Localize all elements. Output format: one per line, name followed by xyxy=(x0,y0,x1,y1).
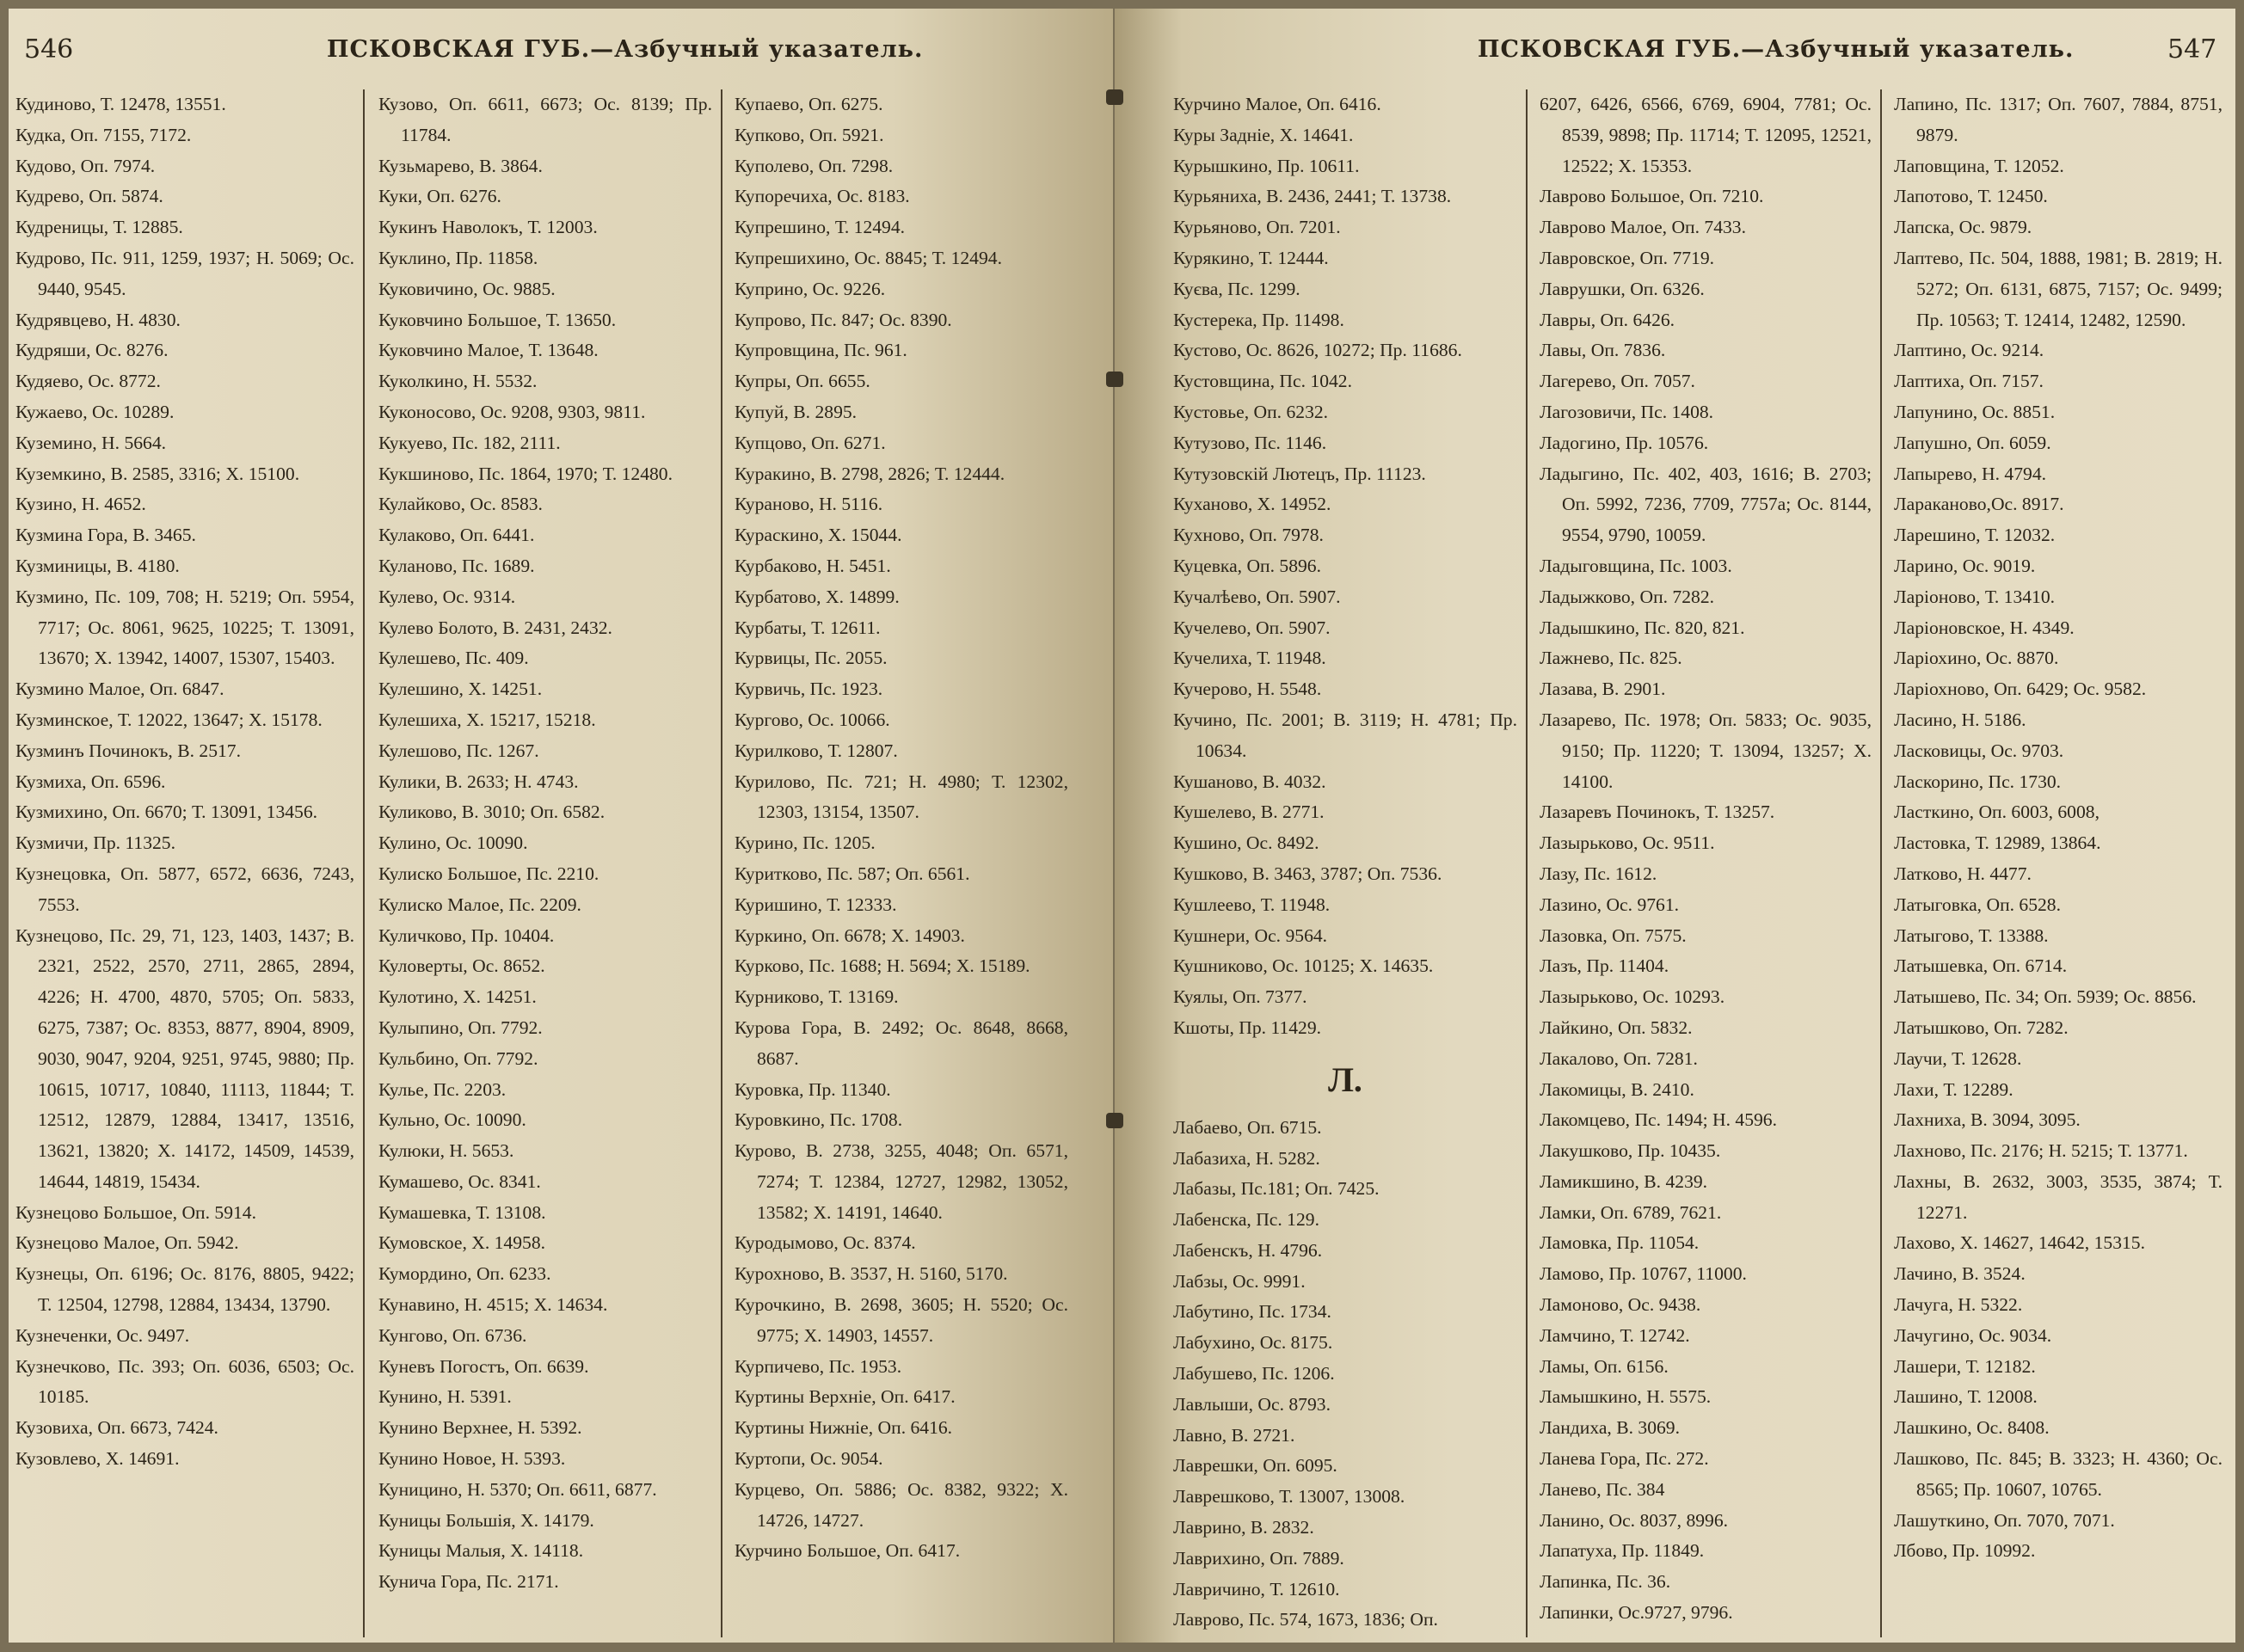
index-entry: Куземкино, В. 2585, 3316; Х. 15100. xyxy=(15,463,300,484)
index-entry: Лабутино, Пс. 1734. xyxy=(1173,1301,1331,1323)
index-entry: Кунича Гора, Пс. 2171. xyxy=(378,1571,559,1593)
index-entry: Куровкино, Пс. 1708. xyxy=(735,1109,903,1131)
index-entry: Кустово, Ос. 8626, 10272; Пр. 11686. xyxy=(1173,340,1462,361)
index-entry: Ларіохново, Оп. 6429; Ос. 9582. xyxy=(1894,679,2147,700)
index-entry: Кукинъ Наволокъ, Т. 12003. xyxy=(378,217,598,238)
index-entry: Купры, Оп. 6655. xyxy=(735,371,870,392)
index-entry: Кузнецы, Оп. 6196; Ос. 8176, 8805, 9422; Т. 12504, 12798, 12884, 13434, 13790. xyxy=(15,1263,354,1316)
index-entry: Кустовье, Оп. 6232. xyxy=(1173,401,1329,422)
index-entry: Ларіохино, Ос. 8870. xyxy=(1894,648,2059,669)
index-entry: Кушниково, Ос. 10125; Х. 14635. xyxy=(1173,955,1434,977)
index-entry: Лазино, Ос. 9761. xyxy=(1540,894,1680,915)
index-entry: Кудяево, Ос. 8772. xyxy=(15,371,161,392)
index-entry: Лапска, Ос. 9879. xyxy=(1894,217,2032,238)
index-entry: Кумашевка, Т. 13108. xyxy=(378,1201,546,1223)
index-column-2 xyxy=(363,89,717,1637)
index-entry: Кучелево, Оп. 5907. xyxy=(1173,617,1331,638)
index-entry: Кузнечково, Пс. 393; Оп. 6036, 6503; Ос. 10185. xyxy=(15,1355,354,1408)
index-entry: Ларешино, Т. 12032. xyxy=(1894,525,2056,546)
index-entry: Кузовиха, Оп. 6673, 7424. xyxy=(15,1417,218,1439)
index-column-1 xyxy=(1173,89,1524,1637)
index-entry: Кузнецово Малое, Оп. 5942. xyxy=(15,1232,239,1254)
index-entry: Купрешихино, Ос. 8845; Т. 12494. xyxy=(735,247,1002,268)
index-entry: Кужаево, Ос. 10289. xyxy=(15,401,175,422)
index-entry: Лаврово Малое, Оп. 7433. xyxy=(1540,217,1746,238)
index-entry: Лашино, Т. 12008. xyxy=(1894,1386,2038,1408)
index-entry: Лахны, В. 2632, 3003, 3535, 3874; Т. 12271. xyxy=(1894,1170,2222,1223)
index-entry: Лавы, Оп. 7836. xyxy=(1540,340,1666,361)
index-entry: Курышкино, Пр. 10611. xyxy=(1173,155,1360,176)
binding-stitch xyxy=(1106,89,1123,105)
index-entry: Курьяниха, В. 2436, 2441; Т. 13738. xyxy=(1173,186,1452,207)
index-entry: Кузнецово Большое, Оп. 5914. xyxy=(15,1201,256,1223)
index-entry: Курвицы, Пс. 2055. xyxy=(735,648,888,669)
running-head: ПСКОВСКАЯ ГУБ.—Азбучный указатель. xyxy=(1478,36,2075,63)
index-entry: Купково, Оп. 5921. xyxy=(735,124,884,145)
index-entry: Лагерево, Оп. 7057. xyxy=(1540,371,1695,392)
index-entry: Кулики, В. 2633; Н. 4743. xyxy=(378,771,579,792)
index-entry: Кузмина Гора, В. 3465. xyxy=(15,525,196,546)
index-entry: Куличково, Пр. 10404. xyxy=(378,924,555,946)
index-entry: Куземино, Н. 5664. xyxy=(15,432,167,453)
index-entry: Куханово, Х. 14952. xyxy=(1173,494,1331,515)
index-entry: Ладыжково, Оп. 7282. xyxy=(1540,586,1715,607)
index-entry: Лашково, Пс. 845; В. 3323; Н. 4360; Ос. 8565; Пр. 10607, 10765. xyxy=(1894,1448,2222,1500)
index-entry: Кудово, Оп. 7974. xyxy=(15,155,156,176)
index-entry: Лавричино, Т. 12610. xyxy=(1173,1578,1340,1600)
index-entry: Кустерека, Пр. 11498. xyxy=(1173,309,1344,330)
index-entry: Лазарево, Пс. 1978; Оп. 5833; Ос. 9035, 9150; Пр. 11220; Т. 13094, 13257; Х. 14100. xyxy=(1540,709,1872,792)
index-entry: Кулево, Ос. 9314. xyxy=(378,586,516,607)
index-entry: Лахново, Пс. 2176; Н. 5215; Т. 13771. xyxy=(1894,1140,2188,1162)
index-entry: Куклино, Пр. 11858. xyxy=(378,247,538,268)
index-entry: Лабушево, Пс. 1206. xyxy=(1173,1363,1335,1385)
index-entry: Лапинка, Пс. 36. xyxy=(1540,1571,1671,1593)
index-entry: Курчино Малое, Оп. 6416. xyxy=(1173,94,1381,114)
index-entry: Кулешово, Пс. 1267. xyxy=(378,740,539,761)
index-entry: Кузово, Оп. 6611, 6673; Ос. 8139; Пр. 11784. xyxy=(378,94,712,145)
index-entry: Ламикшино, В. 4239. xyxy=(1540,1170,1708,1192)
index-entry: Кузмино Малое, Оп. 6847. xyxy=(15,679,224,700)
index-entry: Ламки, Оп. 6789, 7621. xyxy=(1540,1201,1722,1223)
index-entry: Курино, Пс. 1205. xyxy=(735,832,876,854)
index-entry: Ладышкино, Пс. 820, 821. xyxy=(1540,617,1745,638)
index-entry: Латышево, Пс. 34; Оп. 5939; Ос. 8856. xyxy=(1894,986,2197,1008)
index-entry: Кулиско Малое, Пс. 2209. xyxy=(378,894,581,915)
index-entry: Лаврово Большое, Оп. 7210. xyxy=(1540,186,1764,207)
index-entry: Купровщина, Пс. 961. xyxy=(735,340,907,361)
index-entry: Кузнецово, Пс. 29, 71, 123, 1403, 1437; В. 2321, 2522, 2570, 2711, 2865, 2894, 4226; Н. 4700, 4870, 5705; Оп. 5833, 6275, 7387; Ос. 8353, 8877, 8904, 8909, 9030, 9047, 9204, 9251, 9745, 9880; Пр. 10615, 10717, 10840, 11113, 11844; Т. 12512, 12879, 12884, 13417, 13516, 13621, 13820; Х. 14172, 14509, 14539, 14644, 14819, 15434. xyxy=(15,924,354,1192)
running-head: ПСКОВСКАЯ ГУБ.—Азбучный указатель. xyxy=(327,36,924,63)
index-entry: Лабзы, Ос. 9991. xyxy=(1173,1270,1306,1292)
index-entry: Ласкорино, Пс. 1730. xyxy=(1894,771,2062,792)
index-entry: Куришино, Т. 12333. xyxy=(735,894,897,915)
index-entry: Лабенска, Пс. 129. xyxy=(1173,1209,1319,1231)
index-entry: Лакомицы, В. 2410. xyxy=(1540,1078,1694,1100)
index-entry: Кулье, Пс. 2203. xyxy=(378,1078,507,1100)
index-entry: Кушково, В. 3463, 3787; Оп. 7536. xyxy=(1173,863,1442,884)
index-entry: Кулешино, Х. 14251. xyxy=(378,679,543,700)
index-column-3 xyxy=(721,89,1073,1637)
index-entry: Лавровское, Оп. 7719. xyxy=(1540,247,1715,268)
index-entry: Кушелево, В. 2771. xyxy=(1173,801,1325,823)
index-entry: Лаптино, Ос. 9214. xyxy=(1894,340,2044,361)
index-entry: Кузмихино, Оп. 6670; Т. 13091, 13456. xyxy=(15,801,318,823)
index-entry: 6207, 6426, 6566, 6769, 6904, 7781; Ос. 8539, 9898; Пр. 11714; Т. 12095, 12521, 12522; Х. 15353. xyxy=(1540,94,1872,176)
index-entry: Лазырьково, Ос. 10293. xyxy=(1540,986,1725,1008)
index-entry: Ласткино, Оп. 6003, 6008, xyxy=(1894,801,2100,823)
index-entry: Кузино, Н. 4652. xyxy=(15,494,146,515)
index-entry: Куритково, Пс. 587; Оп. 6561. xyxy=(735,863,970,884)
index-entry: Кураново, Н. 5116. xyxy=(735,494,883,515)
index-entry: Куловерты, Ос. 8652. xyxy=(378,955,545,977)
index-entry: Кузмино, Пс. 109, 708; Н. 5219; Оп. 5954, 7717; Ос. 8061, 9625, 10225; Т. 13091, 13670; Х. 13942, 14007, 15307, 15403. xyxy=(15,586,354,669)
index-entry: Курилково, Т. 12807. xyxy=(735,740,898,761)
index-entry: Куртины Нижніе, Оп. 6416. xyxy=(735,1417,953,1439)
index-entry: Кузминъ Починокъ, В. 2517. xyxy=(15,740,241,761)
index-entry: Куковчино Большое, Т. 13650. xyxy=(378,309,617,330)
index-entry: Купаево, Оп. 6275. xyxy=(735,94,883,114)
index-entry: Кулотино, Х. 14251. xyxy=(378,986,537,1008)
index-entry: Лапатуха, Пр. 11849. xyxy=(1540,1540,1705,1562)
index-entry: Кунино Верхнее, Н. 5392. xyxy=(378,1417,582,1439)
index-entry: Лазу, Пс. 1612. xyxy=(1540,863,1657,884)
index-entry: Лараканово,Ос. 8917. xyxy=(1894,494,2064,515)
index-entry: Кураскино, Х. 15044. xyxy=(735,525,902,546)
index-entry: Лапино, Пс. 1317; Оп. 7607, 7884, 8751, 9879. xyxy=(1894,94,2222,145)
index-entry: Курбаково, Н. 5451. xyxy=(735,555,891,576)
index-entry: Курово, В. 2738, 3255, 4048; Оп. 6571, 7274; Т. 12384, 12727, 12982, 13052, 13582; Х. 14191, 14640. xyxy=(735,1140,1068,1223)
index-entry: Кузовлево, Х. 14691. xyxy=(15,1448,180,1470)
index-entry: Куницы Малыя, Х. 14118. xyxy=(378,1540,584,1562)
index-entry: Лабаево, Оп. 6715. xyxy=(1173,1116,1322,1138)
index-entry: Кушино, Ос. 8492. xyxy=(1173,832,1319,854)
index-entry: Лаврешки, Оп. 6095. xyxy=(1173,1455,1337,1477)
index-entry: Лаврешково, Т. 13007, 13008. xyxy=(1173,1486,1405,1508)
index-entry: Курбатово, Х. 14899. xyxy=(735,586,900,607)
index-entry: Кудка, Оп. 7155, 7172. xyxy=(15,124,192,145)
index-entry: Кудрявцево, Н. 4830. xyxy=(15,309,181,330)
index-entry: Кулайково, Ос. 8583. xyxy=(378,494,543,515)
index-entry: Ластовка, Т. 12989, 13864. xyxy=(1894,832,2101,854)
index-entry: Курниково, Т. 13169. xyxy=(735,986,899,1008)
index-entry: Ланева Гора, Пс. 272. xyxy=(1540,1448,1709,1470)
index-entry: Кульно, Ос. 10090. xyxy=(378,1109,526,1131)
index-entry: Кухново, Оп. 7978. xyxy=(1173,525,1324,546)
index-entry: Латышково, Оп. 7282. xyxy=(1894,1016,2069,1038)
index-entry: Ласино, Н. 5186. xyxy=(1894,709,2026,730)
index-entry: Ламы, Оп. 6156. xyxy=(1540,1355,1669,1377)
index-entry: Кулиско Большое, Пс. 2210. xyxy=(378,863,599,884)
index-entry: Куцевка, Оп. 5896. xyxy=(1173,555,1321,576)
index-entry: Куры Задніе, Х. 14641. xyxy=(1173,124,1354,145)
index-entry: Куртины Верхніе, Оп. 6417. xyxy=(735,1386,956,1408)
index-entry: Ламоново, Ос. 9438. xyxy=(1540,1294,1701,1316)
index-entry: Лазъ, Пр. 11404. xyxy=(1540,955,1669,977)
index-entry: Лачуга, Н. 5322. xyxy=(1894,1294,2023,1316)
index-entry: Кукшиново, Пс. 1864, 1970; Т. 12480. xyxy=(378,463,673,484)
index-entry: Кузьмарево, В. 3864. xyxy=(378,155,543,176)
index-entry: Лахниха, В. 3094, 3095. xyxy=(1894,1109,2081,1131)
index-entry: Лазырьково, Ос. 9511. xyxy=(1540,832,1715,854)
index-entry: Кумовское, Х. 14958. xyxy=(378,1232,546,1254)
index-entry: Кузнецовка, Оп. 5877, 6572, 6636, 7243, 7553. xyxy=(15,863,354,915)
index-entry: Лаврихино, Оп. 7889. xyxy=(1173,1547,1344,1569)
index-entry: Лабазиха, Н. 5282. xyxy=(1173,1147,1320,1169)
index-entry: Куницино, Н. 5370; Оп. 6611, 6877. xyxy=(378,1478,657,1500)
index-entry: Ладогино, Пр. 10576. xyxy=(1540,432,1709,453)
index-entry: Лавлыши, Ос. 8793. xyxy=(1173,1393,1331,1415)
index-entry: Лабухино, Ос. 8175. xyxy=(1173,1332,1333,1354)
index-entry: Ламчино, Т. 12742. xyxy=(1540,1324,1690,1346)
index-entry: Кулешиха, Х. 15217, 15218. xyxy=(378,709,596,730)
index-entry: Купоречиха, Ос. 8183. xyxy=(735,186,910,207)
index-entry: Куприно, Ос. 9226. xyxy=(735,278,886,299)
index-entry: Курпичево, Пс. 1953. xyxy=(735,1355,902,1377)
index-entry: Купрешино, Т. 12494. xyxy=(735,217,906,238)
index-entry: Кузнеченки, Ос. 9497. xyxy=(15,1324,190,1346)
index-entry: Ларіоновское, Н. 4349. xyxy=(1894,617,2075,638)
index-entry: Лазовка, Оп. 7575. xyxy=(1540,924,1687,946)
index-entry: Лбово, Пр. 10992. xyxy=(1894,1540,2036,1562)
index-entry: Лазава, В. 2901. xyxy=(1540,679,1666,700)
index-entry: Курилово, Пс. 721; Н. 4980; Т. 12302, 12303, 13154, 13507. xyxy=(735,771,1068,823)
index-entry: Куялы, Оп. 7377. xyxy=(1173,986,1307,1008)
index-entry: Лашкино, Ос. 8408. xyxy=(1894,1417,2050,1439)
index-entry: Кузминское, Т. 12022, 13647; Х. 15178. xyxy=(15,709,323,730)
index-entry: Купуй, В. 2895. xyxy=(735,401,858,422)
index-entry: Куровка, Пр. 11340. xyxy=(735,1078,891,1100)
index-entry: Лагозовичи, Пс. 1408. xyxy=(1540,401,1714,422)
index-column-1 xyxy=(15,89,360,1637)
index-entry: Лачугино, Ос. 9034. xyxy=(1894,1324,2052,1346)
index-entry: Кузминицы, В. 4180. xyxy=(15,555,180,576)
index-entry: Латыгово, Т. 13388. xyxy=(1894,924,2049,946)
index-entry: Лакомцево, Пс. 1494; Н. 4596. xyxy=(1540,1109,1777,1131)
index-column-2 xyxy=(1526,89,1878,1637)
index-entry: Купрово, Пс. 847; Ос. 8390. xyxy=(735,309,952,330)
index-entry: Кучелиха, Т. 11948. xyxy=(1173,648,1326,669)
index-entry: Кучино, Пс. 2001; В. 3119; Н. 4781; Пр. 10634. xyxy=(1173,709,1517,761)
index-entry: Кушаново, В. 4032. xyxy=(1173,771,1326,792)
index-column-3 xyxy=(1880,89,2228,1637)
index-entry: Курочкино, В. 2698, 3605; Н. 5520; Ос. 9775; Х. 14903, 14557. xyxy=(735,1294,1068,1346)
index-entry: Лашуткино, Оп. 7070, 7071. xyxy=(1894,1509,2115,1531)
right-page xyxy=(1115,9,2235,1643)
index-entry: Кульбино, Оп. 7792. xyxy=(378,1047,538,1069)
index-entry: Кудрово, Пс. 911, 1259, 1937; Н. 5069; Ос. 9440, 9545. xyxy=(15,247,354,299)
index-entry: Лахи, Т. 12289. xyxy=(1894,1078,2013,1100)
index-entry: Лапинки, Ос.9727, 9796. xyxy=(1540,1602,1733,1624)
index-entry: Кулево Болото, В. 2431, 2432. xyxy=(378,617,612,638)
index-entry: Лаптиха, Оп. 7157. xyxy=(1894,371,2044,392)
index-entry: Лакушково, Пр. 10435. xyxy=(1540,1140,1721,1162)
section-letter: Л. xyxy=(1328,1059,1362,1099)
index-entry: Курова Гора, В. 2492; Ос. 8648, 8668, 8687. xyxy=(735,1016,1068,1069)
index-entry: Кудреницы, Т. 12885. xyxy=(15,217,183,238)
index-entry: Кумашево, Ос. 8341. xyxy=(378,1170,541,1192)
page-number: 547 xyxy=(2167,34,2217,64)
index-entry: Кукуево, Пс. 182, 2111. xyxy=(378,432,561,453)
index-entry: Куєва, Пс. 1299. xyxy=(1173,278,1300,299)
index-entry: Лашери, Т. 12182. xyxy=(1894,1355,2036,1377)
index-entry: Лаповщина, Т. 12052. xyxy=(1894,155,2064,176)
index-entry: Ламово, Пр. 10767, 11000. xyxy=(1540,1263,1747,1285)
index-entry: Куконосово, Ос. 9208, 9303, 9811. xyxy=(378,401,646,422)
index-entry: Курково, Пс. 1688; Н. 5694; Х. 15189. xyxy=(735,955,1030,977)
index-entry: Кулыпино, Оп. 7792. xyxy=(378,1016,543,1038)
index-entry: Кушнери, Ос. 9564. xyxy=(1173,924,1328,946)
index-entry: Латыговка, Оп. 6528. xyxy=(1894,894,2062,915)
index-entry: Кутузово, Пс. 1146. xyxy=(1173,432,1327,453)
index-entry: Лайкино, Оп. 5832. xyxy=(1540,1016,1693,1038)
index-entry: Лаврушки, Оп. 6326. xyxy=(1540,278,1705,299)
index-entry: Лапунино, Ос. 8851. xyxy=(1894,401,2056,422)
index-entry: Кумордино, Оп. 6233. xyxy=(378,1263,551,1285)
page-number: 546 xyxy=(24,34,74,64)
index-entry: Кузмиха, Оп. 6596. xyxy=(15,771,166,792)
index-entry: Курцево, Оп. 5886; Ос. 8382, 9322; Х. 14726, 14727. xyxy=(735,1478,1068,1531)
index-entry: Лабенскъ, Н. 4796. xyxy=(1173,1239,1323,1261)
index-entry: Кулаково, Оп. 6441. xyxy=(378,525,535,546)
index-entry: Кушлеево, Т. 11948. xyxy=(1173,894,1331,915)
index-entry: Кудрево, Оп. 5874. xyxy=(15,186,163,207)
index-entry: Ладыговщина, Пс. 1003. xyxy=(1540,555,1732,576)
index-entry: Ламовка, Пр. 11054. xyxy=(1540,1232,1700,1254)
index-entry: Кулешево, Пс. 409. xyxy=(378,648,529,669)
index-entry: Ламышкино, Н. 5575. xyxy=(1540,1386,1712,1408)
index-entry: Лажнево, Пс. 825. xyxy=(1540,648,1682,669)
index-entry: Лапырево, Н. 4794. xyxy=(1894,463,2047,484)
index-entry: Лачино, В. 3524. xyxy=(1894,1263,2026,1285)
index-entry: Куракино, В. 2798, 2826; Т. 12444. xyxy=(735,463,1005,484)
index-entry: Куколкино, Н. 5532. xyxy=(378,371,538,392)
index-entry: Лаврово, Пс. 574, 1673, 1836; Оп. xyxy=(1173,1609,1438,1631)
index-entry: Кшоты, Пр. 11429. xyxy=(1173,1016,1322,1038)
index-entry: Курбаты, Т. 12611. xyxy=(735,617,881,638)
index-entry: Лапушно, Оп. 6059. xyxy=(1894,432,2051,453)
binding-stitch xyxy=(1106,372,1123,387)
index-entry: Кустовщина, Пс. 1042. xyxy=(1173,371,1352,392)
index-entry: Куртопи, Ос. 9054. xyxy=(735,1448,883,1470)
index-entry: Лазаревъ Починокъ, Т. 13257. xyxy=(1540,801,1775,823)
index-entry: Кутузовскій Лютецъ, Пр. 11123. xyxy=(1173,463,1426,484)
index-entry: Лакалово, Оп. 7281. xyxy=(1540,1047,1698,1069)
index-entry: Курвичь, Пс. 1923. xyxy=(735,679,883,700)
index-entry: Кудиново, Т. 12478, 13551. xyxy=(15,94,226,114)
index-entry: Кунавино, Н. 4515; Х. 14634. xyxy=(378,1294,608,1316)
index-entry: Куницы Большія, Х. 14179. xyxy=(378,1509,594,1531)
index-entry: Курякино, Т. 12444. xyxy=(1173,247,1329,268)
index-entry: Лавры, Оп. 6426. xyxy=(1540,309,1675,330)
index-entry: Кудряши, Ос. 8276. xyxy=(15,340,169,361)
index-entry: Ландиха, В. 3069. xyxy=(1540,1417,1681,1439)
index-entry: Купцово, Оп. 6271. xyxy=(735,432,886,453)
index-entry: Кунино, Н. 5391. xyxy=(378,1386,512,1408)
index-entry: Ланево, Пс. 384 xyxy=(1540,1478,1665,1500)
index-entry: Кулино, Ос. 10090. xyxy=(378,832,528,854)
index-entry: Куркино, Оп. 6678; Х. 14903. xyxy=(735,924,965,946)
index-entry: Куковичино, Ос. 9885. xyxy=(378,278,556,299)
index-entry: Кунгово, Оп. 6736. xyxy=(378,1324,527,1346)
index-entry: Лабазы, Пс.181; Оп. 7425. xyxy=(1173,1178,1380,1200)
binding-stitch xyxy=(1106,1113,1123,1128)
index-entry: Куродымово, Ос. 8374. xyxy=(735,1232,916,1254)
index-entry: Лаптево, Пс. 504, 1888, 1981; В. 2819; Н. 5272; Оп. 6131, 6875, 7157; Ос. 9499; Пр. 10563; Т. 12414, 12482, 12590. xyxy=(1894,247,2222,330)
index-entry: Лаврино, В. 2832. xyxy=(1173,1517,1314,1538)
index-entry: Куневъ Погостъ, Оп. 6639. xyxy=(378,1355,589,1377)
index-entry: Лаучи, Т. 12628. xyxy=(1894,1047,2022,1069)
index-entry: Ларино, Ос. 9019. xyxy=(1894,555,2036,576)
index-entry: Лавно, В. 2721. xyxy=(1173,1424,1295,1446)
left-page xyxy=(9,9,1113,1643)
index-entry: Курговo, Ос. 10066. xyxy=(735,709,890,730)
index-entry: Кунино Новое, Н. 5393. xyxy=(378,1448,566,1470)
index-entry: Латышевка, Оп. 6714. xyxy=(1894,955,2068,977)
index-entry: Курохново, В. 3537, Н. 5160, 5170. xyxy=(735,1263,1008,1285)
index-entry: Куковчино Малое, Т. 13648. xyxy=(378,340,599,361)
index-entry: Ласковицы, Ос. 9703. xyxy=(1894,740,2064,761)
index-entry: Ладыгино, Пс. 402, 403, 1616; В. 2703; Оп. 5992, 7236, 7709, 7757а; Ос. 8144, 9554, 9790, 10059. xyxy=(1540,463,1872,546)
index-entry: Куки, Оп. 6276. xyxy=(378,186,501,207)
index-entry: Ларіоново, Т. 13410. xyxy=(1894,586,2056,607)
index-entry: Куполево, Оп. 7298. xyxy=(735,155,894,176)
index-entry: Лапотово, Т. 12450. xyxy=(1894,186,2048,207)
index-entry: Ланино, Ос. 8037, 8996. xyxy=(1540,1509,1729,1531)
index-entry: Латково, Н. 4477. xyxy=(1894,863,2032,884)
index-entry: Кузмичи, Пр. 11325. xyxy=(15,832,176,854)
index-entry: Куликово, В. 3010; Оп. 6582. xyxy=(378,801,606,823)
index-entry: Кучерово, Н. 5548. xyxy=(1173,679,1322,700)
index-entry: Курчино Большое, Оп. 6417. xyxy=(735,1540,961,1562)
index-entry: Кулюки, Н. 5653. xyxy=(378,1140,514,1162)
index-entry: Лахово, Х. 14627, 14642, 15315. xyxy=(1894,1232,2145,1254)
index-entry: Курьяново, Оп. 7201. xyxy=(1173,217,1341,238)
index-entry: Кучалѣево, Оп. 5907. xyxy=(1173,586,1341,607)
index-entry: Куланово, Пс. 1689. xyxy=(378,555,535,576)
